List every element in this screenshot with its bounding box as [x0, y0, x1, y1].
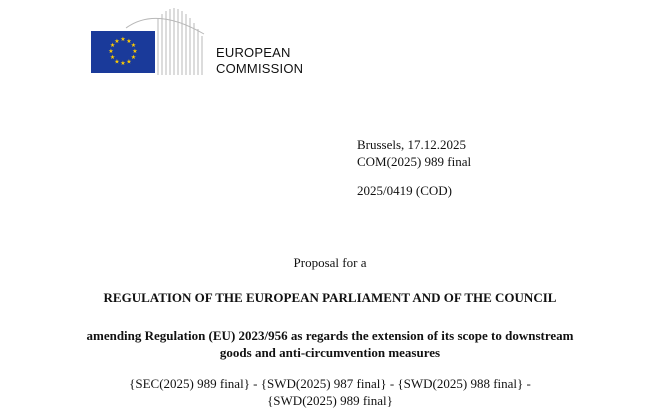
- title-text: REGULATION OF THE EUROPEAN PARLIAMENT AND OF THE COUNCIL: [103, 290, 557, 305]
- berlaymont-building-lines: [158, 8, 202, 75]
- svg-text:★: ★: [132, 48, 138, 56]
- european-commission-logo: [86, 4, 206, 76]
- svg-text:★: ★: [126, 58, 132, 66]
- svg-text:★: ★: [130, 54, 137, 62]
- place-date: Brussels, 17.12.2025: [357, 137, 467, 152]
- svg-text:★: ★: [109, 54, 116, 62]
- organization-name: [216, 45, 303, 77]
- svg-text:★: ★: [120, 36, 126, 44]
- svg-text:★: ★: [108, 48, 114, 56]
- svg-text:★: ★: [126, 37, 132, 45]
- related-documents: [0, 375, 660, 409]
- com-number: COM(2025) 989 final: [357, 154, 472, 169]
- proposal-text: Proposal for a: [293, 255, 367, 270]
- org-line-european: EUROPEAN: [216, 45, 291, 60]
- subtitle-line-1: amending Regulation (EU) 2023/956 as regards the extension of its scope to downstream: [86, 328, 574, 343]
- procedure-number: 2025/0419 (COD): [357, 183, 452, 198]
- document-reference: [357, 136, 471, 199]
- svg-text:★: ★: [130, 42, 137, 50]
- document-title: [0, 290, 660, 306]
- org-line-commission: COMMISSION: [216, 61, 304, 76]
- svg-text:★: ★: [114, 58, 120, 66]
- document-subtitle: [0, 327, 660, 361]
- svg-text:★: ★: [114, 37, 120, 45]
- svg-text:★: ★: [120, 60, 126, 68]
- proposal-line: [0, 255, 660, 271]
- related-docs-line-1: {SEC(2025) 989 final} - {SWD(2025) 987 final} - {SWD(2025) 988 final} -: [129, 376, 531, 391]
- related-docs-line-2: {SWD(2025) 989 final}: [267, 393, 393, 408]
- subtitle-line-2: goods and anti-circumvention measures: [219, 345, 441, 360]
- svg-text:★: ★: [109, 42, 116, 50]
